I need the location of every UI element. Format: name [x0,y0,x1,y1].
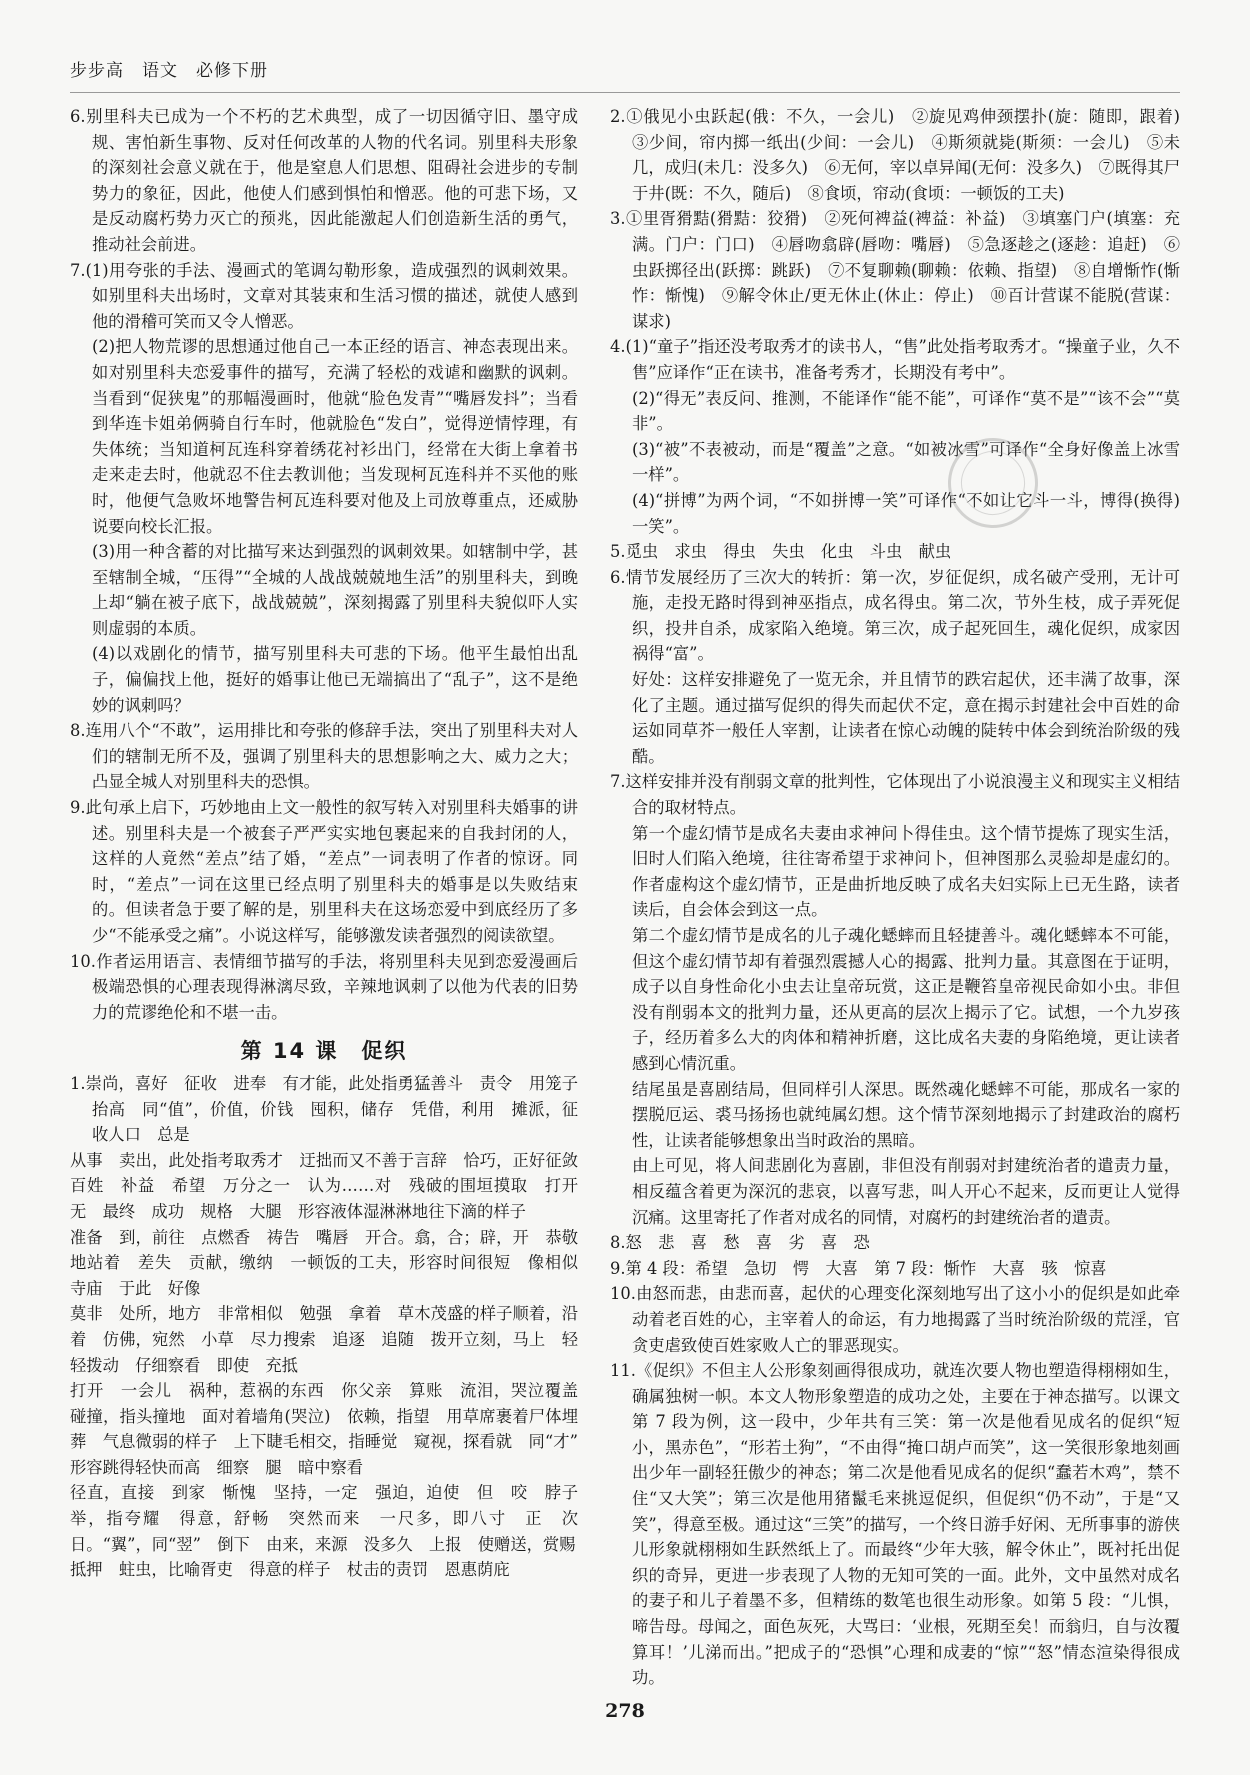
answer-1: 1.崇尚，喜好 征收 进奉 有才能，此处指勇猛善斗 责令 用笼子抬高 同“值”，价值，价钱 囤积，储存 凭借，利用 摊派，征收人口 总是 [70,1073,578,1145]
page-number: 278 [605,1700,645,1722]
header-divider [70,92,1180,93]
answer-8: 8.连用八个“不敢”，运用排比和夸张的修辞手法，突出了别里科夫对人们的辖制无所不及，强调了别里科夫的思想影响之大、威力之大；凸显全城人对别里科夫的恐惧。 [70,721,578,792]
answer-6: 6.别里科夫已成为一个不朽的艺术典型，成了一切因循守旧、墨守成规、害怕新生事物、反对任何改革的人物的代名词。别里科夫形象的深刻社会意义就在于，他是窒息人们思想、阻碍社会进步的专制势力的象征，因此，他使人们感到惧怕和憎恶。他的可悲下场，又是反动腐朽势力灭亡的预兆，因此能激起人们创造新生活的勇气，推动社会前进。 [70,107,578,254]
answer-6-r: 6.情节发展经历了三次大的转折：第一次，岁征促织，成名破产受刑，无计可施，走投无路时得到神巫指点，成名得虫。第二次，节外生枝，成子弄死促织，投井自杀，成家陷入绝境。第三次，成子起死回生，魂化促织，成家因祸得“富”。 [610,567,1180,664]
answer-1-cont-c: 莫非 处所，地方 非常相似 勉强 拿着 草木茂盛的样子顺着，沿着 仿佛，宛然 小草 尽力搜索 追逐 追随 拨开立刻，马上 轻轻拨动 仔细察看 即使 充抵 [70,1304,578,1375]
answer-1-cont-a: 从事 卖出，此处指考取秀才 迂拙而又不善于言辞 恰巧，正好征敛 百姓 补益 希望 万分之一 认为……对 残破的围垣摸取 打开 无 最终 成功 规格 大腿 形容液体湿淋淋地往下滴的样子 [70,1150,595,1221]
answer-1-cont-b: 准备 到，前往 点燃香 祷告 嘴唇 开合。翕，合；辟，开 恭敬地站着 差失 贡献，缴纳 一顿饭的工夫，形容时间很短 像相似 寺庙 于此 好像 [70,1227,595,1298]
running-header: 步步高 语文 必修下册 [70,61,268,81]
answer-4-2: (2)“得无”表反问、推测，不能译作“能不能”，可译作“莫不是”“该不会”“莫非”。 [632,388,1180,434]
answer-7-second: 第二个虚幻情节是成名的儿子魂化蟋蟀而且轻捷善斗。魂化蟋蟀本不可能，但这个虚幻情节却有着强烈震撼人心的揭露、批判力量。其意图在于证明，成子以自身性命化小虫去让皇帝玩赏，这正是鞭笞皇帝视民命如小虫。非但没有削弱本文的批判力量，还从更高的层次上揭示了它。试想，一个九岁孩子，经历着多么大的肉体和精神折磨，这比成名夫妻的身陷绝境，更让读者感到心情沉重。 [632,926,1180,1073]
answer-4-3: (3)“被”不表被动，而是“覆盖”之意。“如被冰雪”可译作“全身好像盖上冰雪一样”。 [632,439,1180,485]
answer-11: 11.《促织》不但主人公形象刻画得很成功，就连次要人物也塑造得栩栩如生，确属独树一帜。本文人物形象塑造的成功之处，主要在于神态描写。以课文第 7 段为例，这一段中，少年共有三笑：第一次是他看见成名的促织“短小，黑赤色”，“形若土狗”，“不由得“掩口胡卢而笑”，这一笑很形象地刻画出少年一副轻狂傲少的神态；第二次是他看见成名的促织“蠢若木鸡”，禁不住“又大笑”；第三次是他用猪鬣毛来挑逗促织，但促织“仍不动”，于是“又笑”，得意至极。通过这“三笑”的描写，一个终日游手好闲、无所事事的游侠儿形象就栩栩如生跃然纸上了。而最终“少年大骇，解令休止”，既衬托出促织的奇异，更进一步表现了人物的无知可笑的一面。此外，文中虽然对成名的妻子和儿子着墨不多，但精练的数笔也很生动形象。如第 5 段：“儿惧，啼告母。母闻之，面色灰死，大骂曰：‘业根，死期至矣！而翁归，自与汝覆算耳！’儿涕而出。”把成子的“恐惧”心理和成妻的“惊”“怒”情态渲染得很成功。 [610,1361,1180,1688]
answer-7-2: (2)把人物荒谬的思想通过他自己一本正经的语言、神态表现出来。如对别里科夫恋爱事件的描写，充满了轻松的戏谑和幽默的讽刺。当看到“促狭鬼”的那幅漫画时，他就“脸色发青”“嘴唇发抖”；当看到华连卡姐弟俩骑自行车时，他就脸色“发白”，觉得逆情悖理，有失体统；当知道柯瓦连科穿着绣花衬衫出门，经常在大街上拿着书走来走去时，他就忍不住去教训他；当发现柯瓦连科并不买他的账时，他便气急败坏地警告柯瓦连科要对他及上司放尊重点，还威胁说要向校长汇报。 [92,337,578,536]
answer-7-summary: 由上可见，将人间悲剧化为喜剧，非但没有削弱对封建统治者的遣责力量，相反蕴含着更为深沉的悲哀，以喜写悲，叫人开心不起来，反而更让人觉得沉痛。这里寄托了作者对成名的同情，对腐朽的封建统治者的遣责。 [632,1156,1180,1227]
answer-7-3: (3)用一种含蓄的对比描写来达到强烈的讽刺效果。如辖制中学，甚至辖制全城，“压得”“全城的人战战兢兢地生活”的别里科夫，到晚上却“躺在被子底下，战战兢兢”，深刻揭露了别里科夫貌似吓人实则虚弱的本质。 [92,542,578,638]
answer-9: 9.此句承上启下，巧妙地由上文一般性的叙写转入对别里科夫婚事的讲述。别里科夫是一个被套子严严实实地包裹起来的自我封闭的人，这样的人竟然“差点”结了婚，“差点”一词表明了作者的惊讶。同时，“差点”一词在这里已经点明了别里科夫的婚事是以失败结束的。但读者急于要了解的是，别里科夫在这场恋爱中到底经历了多少“不能承受之痛”。小说这样写，能够激发读者强烈的阅读欲望。 [70,798,578,945]
answer-6-benefit: 好处：这样安排避免了一览无余，并且情节的跌宕起伏，还丰满了故事，深化了主题。通过描写促织的得失而起伏不定，意在揭示封建社会中百姓的命运如同草芥一般任人宰割，让读者在惊心动魄的陡转中体会到统治阶级的残酷。 [632,670,1180,766]
answer-9-r: 9.第 4 段：希望 急切 愕 大喜 第 7 段：惭怍 大喜 骇 惊喜 [610,1258,1107,1278]
answer-10: 10.作者运用语言、表情细节描写的手法，将别里科夫见到恋爱漫画后极端恐惧的心理表现得淋漓尽致，辛辣地讽刺了以他为代表的旧势力的荒谬绝伦和不堪一击。 [70,951,578,1022]
answer-1-cont-e: 径直，直接 到家 惭愧 坚持，一定 强迫，迫使 但 咬 脖子举，指夸耀 得意，舒畅 突然而来 一尺多，即八寸 正 次日。“翼”，同“翌” 倒下 由来，来源 没多久 上报 使赠送，赏赐 [70,1483,578,1554]
answer-5: 5.觅虫 求虫 得虫 失虫 化虫 斗虫 献虫 [610,542,952,562]
answer-7-first: 第一个虚幻情节是成名夫妻由求神问卜得佳虫。这个情节提炼了现实生活，旧时人们陷入绝境，往往寄希望于求神问卜，但神图那么灵验却是虚幻的。作者虚构这个虚幻情节，正是曲折地反映了成名夫妇实际上已无生路，读者读后，自会体会到这一点。 [632,823,1180,920]
left-column [70,104,595,1583]
answer-10-r: 10.由怒而悲，由悲而喜，起伏的心理变化深刻地写出了这小小的促织是如此牵动着老百姓的心，主宰着人的命运，有力地揭露了当时统治阶级的荒淫，官贪吏虐致使百姓家败人亡的罪恶现实。 [610,1284,1180,1355]
answer-3: 3.①里胥猾黠(猾黠：狡猾) ②死何裨益(裨益：补益) ③填塞门户(填塞：充满。门户：门口) ④唇吻翕辟(唇吻：嘴唇) ⑤急逐趁之(逐趁：追赶) ⑥虫跃掷径出(跃掷：跳跃) ⑦不复聊赖(聊赖：依赖、指望) ⑧自增惭怍(惭怍：惭愧) ⑨解令休止/更无休止(休止：停止) ⑩百计营谋不能脱(营谋：谋求) [610,209,1180,331]
answer-7: 7.这样安排并没有削弱文章的批判性，它体现出了小说浪漫主义和现实主义相结合的取材特点。 [610,772,1180,818]
answer-4-4: (4)“拼博”为两个词，“不如拼博一笑”可译作“不如让它斗一斗，博得(换得)一笑”。 [632,490,1180,536]
lesson-title: 第 14 课 促织 [240,1039,408,1064]
answer-1-cont-d: 打开 一会儿 祸种，惹祸的东西 你父亲 算账 流泪，哭泣覆盖 碰撞，指头撞地 面对着墙角(哭泣) 依赖，指望 用草席裹着尸体埋葬 气息微弱的样子 上下睫毛相交，指睡觉 窥视，探看就 同“才” 形容跳得轻快而高 细察 腿 暗中察看 [70,1381,595,1477]
right-column [610,104,1197,1691]
answer-7-1: 7.(1)用夸张的手法、漫画式的笔调勾勒形象，造成强烈的讽刺效果。如别里科夫出场时，文章对其装束和生活习惯的描述，就使人感到他的滑稽可笑而又令人憎恶。 [70,260,578,331]
lesson-14-answers [70,1071,595,1583]
answer-4-1: 4.(1)“童子”指还没考取秀才的读书人，“售”此处指考取秀才。“操童子业，久不售”应译作“正在读书，准备考秀才，长期没有考中”。 [610,337,1180,382]
answer-2: 2.①俄见小虫跃起(俄：不久，一会儿) ②旋见鸡伸颈摆扑(旋：随即，跟着) ③少间，帘内掷一纸出(少间：一会儿) ④斯须就毙(斯须：一会儿) ⑤未几，成归(未几：没多久) ⑥无何，宰以卓异闻(无何：没多久) ⑦既得其尸于井(既：不久，随后) ⑧食顷，帘动(食顷：一顿饭的工夫) [610,107,1197,203]
answer-1-cont-f: 抵押 蛀虫，比喻胥吏 得意的样子 杖击的责罚 恩惠荫庇 [70,1560,510,1580]
answer-7-ending: 结尾虽是喜剧结局，但同样引人深思。既然魂化蟋蟀不可能，那成名一家的摆脱厄运、裘马扬扬也就纯属幻想。这个情节深刻地揭示了封建政治的腐朽性，让读者能够想象出当时政治的黑暗。 [632,1079,1180,1150]
answer-7-4: (4)以戏剧化的情节，描写别里科夫可悲的下场。他平生最怕出乱子，偏偏找上他，挺好的婚事让他已无端搞出了“乱子”，这不是绝妙的讽刺吗？ [92,644,578,715]
answer-8-r: 8.怒 悲 喜 愁 喜 劣 喜 恐 [610,1233,870,1253]
prev-lesson-answers [70,104,578,1025]
